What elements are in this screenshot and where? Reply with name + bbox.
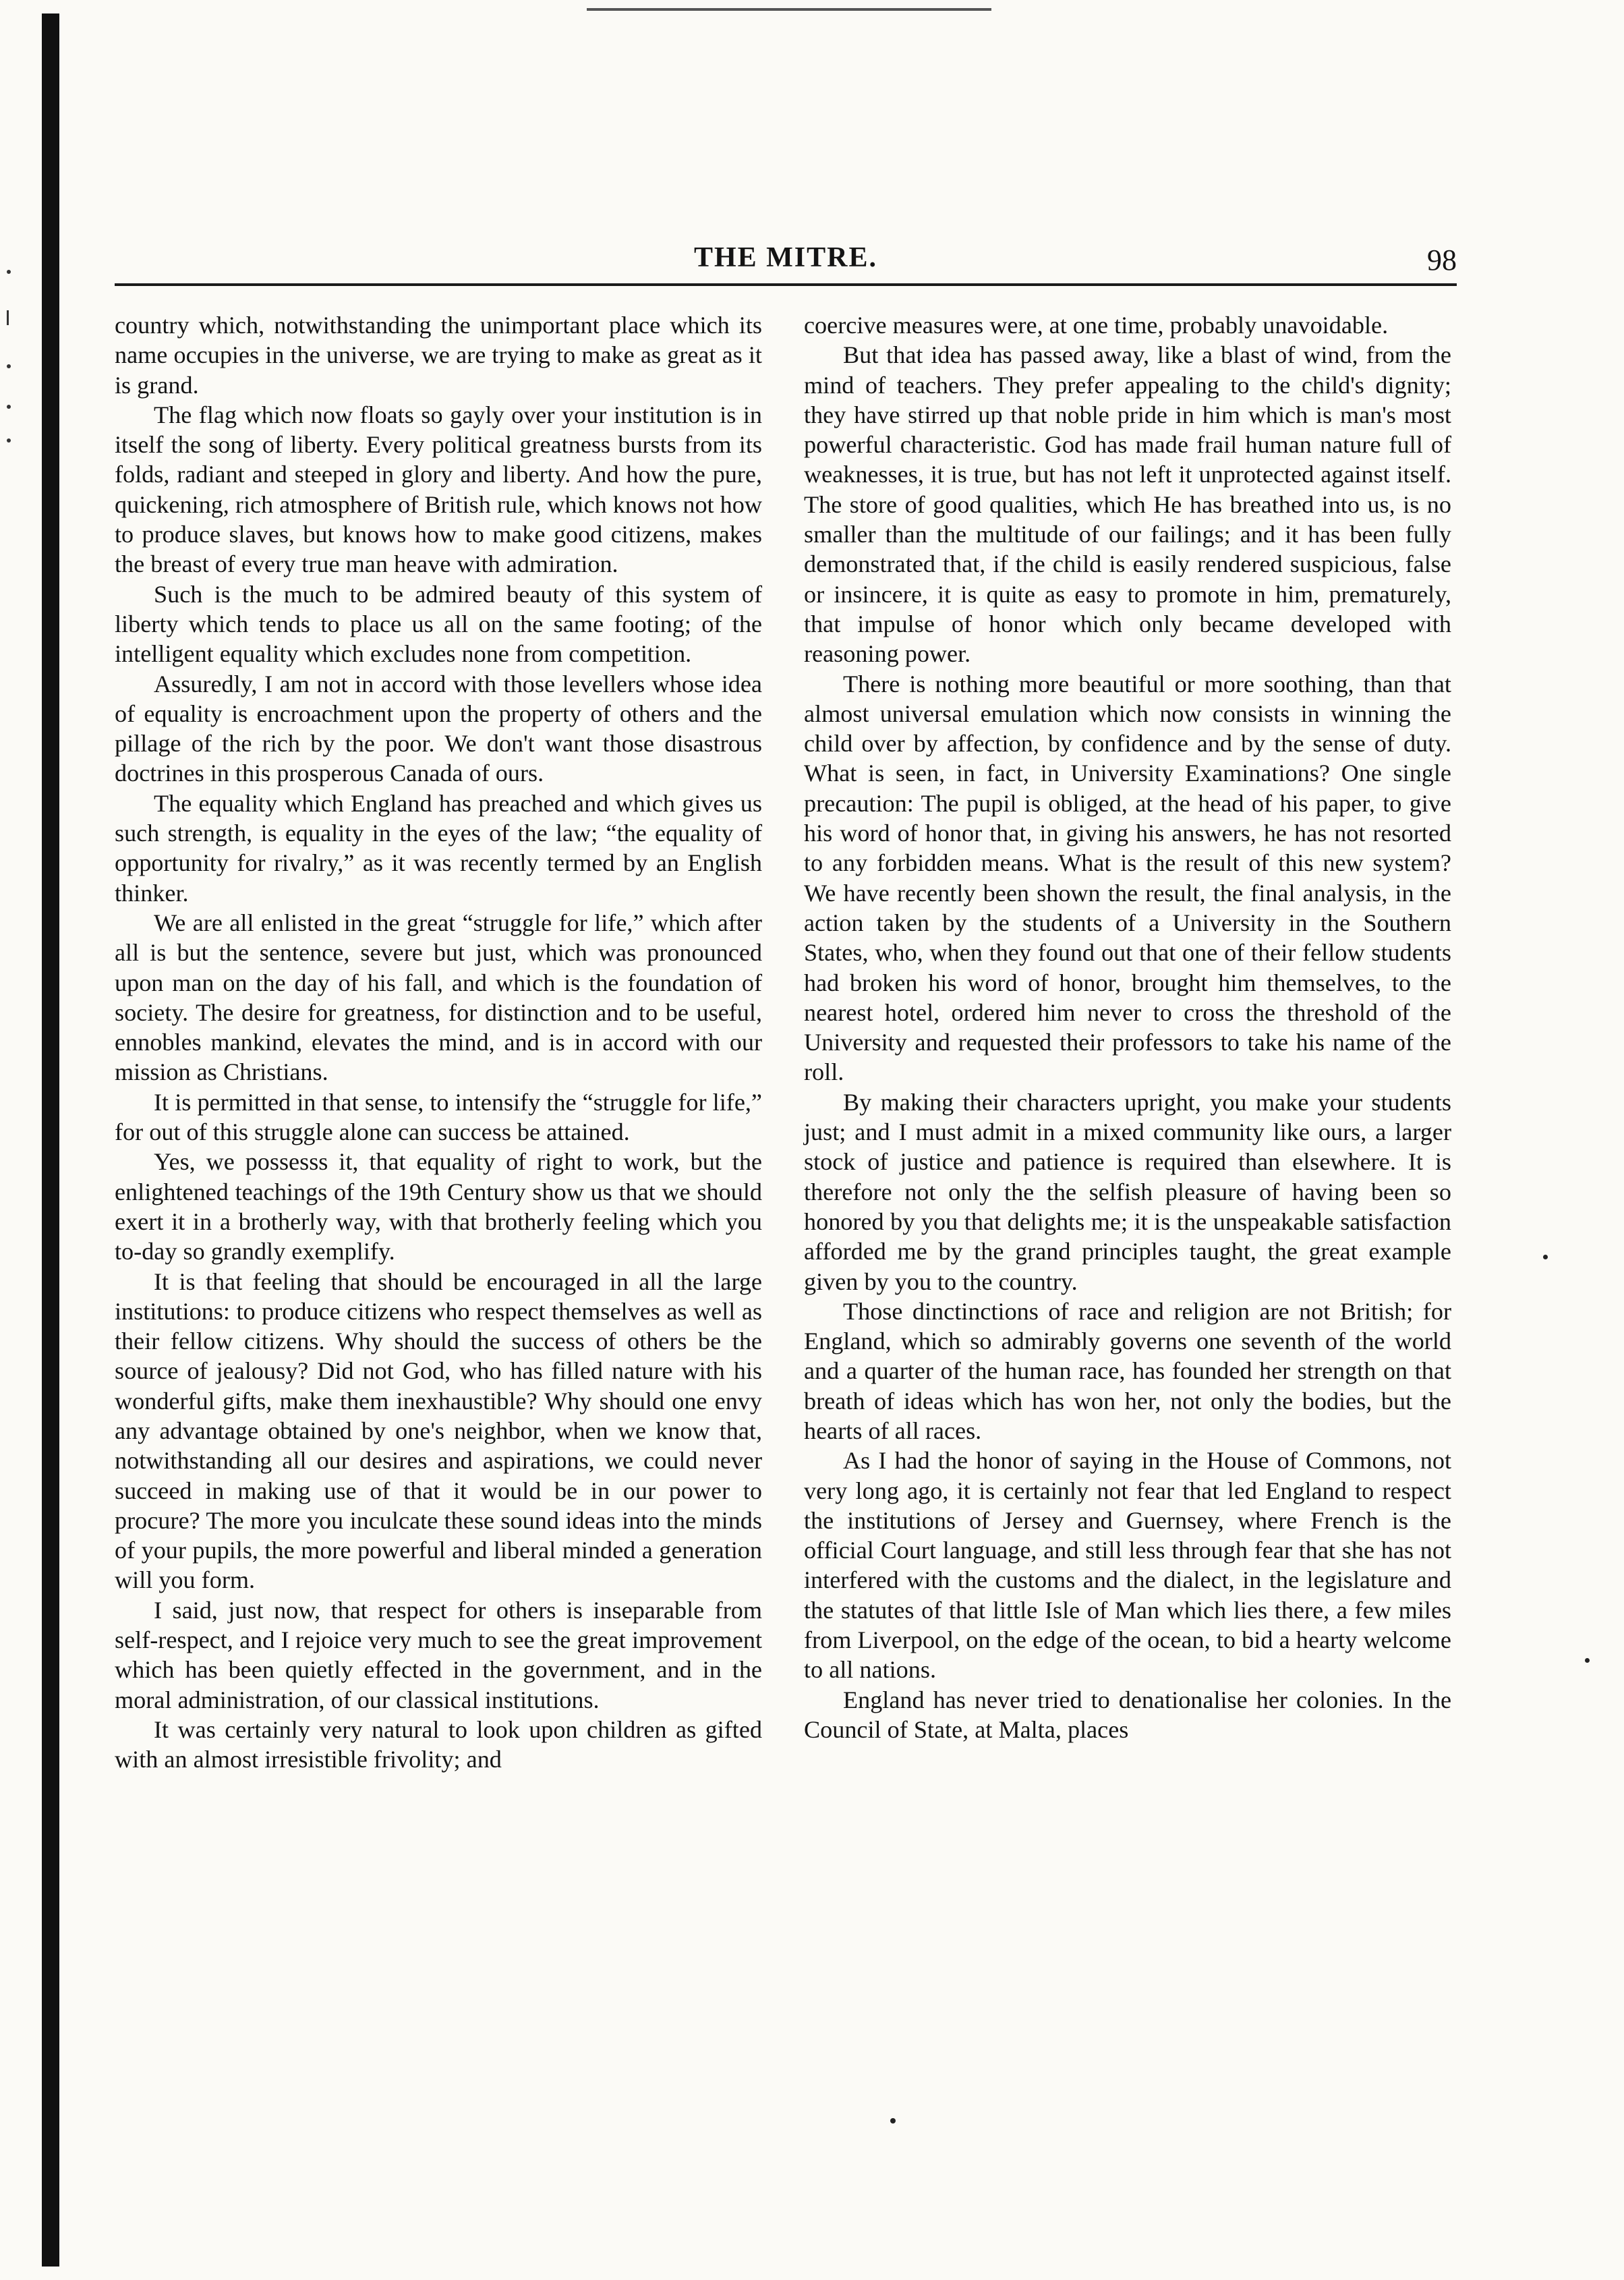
paragraph: Yes, we possesss it, that equality of right to work, but the enlightened teachings of the 19th Century show us that we should exert it in a brotherly way, with that brotherly feeling which you to-day so grandly exemplify. [115,1148,762,1265]
paragraph: coercive measures were, at one time, probably unavoidable. [804,312,1389,339]
paragraph: England has never tried to denationalise her colonies. In the Council of State, at Malta, places [804,1686,1451,1743]
paragraph: We are all enlisted in the great “struggle for life,” which after all is but the sentence, severe but just, which was pronounced upon man on the day of his fall, and which is the foundation of society. The desire for greatness, for distinction and to be useful, ennobles mankind, elevates the mind, and is in accord with our mission as Christians. [115,909,762,1086]
stray-mark [890,2118,896,2124]
paragraph: The flag which now floats so gayly over your institution is in itself the song of liberty. Every political greatness bursts from its folds, radiant and steeped in glory and liberty. And how the pure, quickening, rich atmosphere of British rule, which knows not how to produce slaves, but knows how to make good citizens, makes the breast of every true man heave with admiration. [115,401,762,578]
margin-marks [3,270,16,675]
right-column [804,310,1451,1744]
paragraph: country which, notwithstanding the unimportant place which its name occupies in the universe, we are trying to make as great as it is grand. [115,312,762,399]
paragraph: The equality which England has preached and which gives us such strength, is equality in the eyes of the law; “the equality of opportunity for rivalry,” as it was recently termed by an English thinker. [115,789,762,907]
paragraph: Assuredly, I am not in accord with those levellers whose idea of equality is encroachment upon the property of others and the pillage of the rich by the poor. We don't want those disastrous doctrines in this prosperous Canada of ours. [115,670,762,787]
top-rule [587,8,991,11]
paragraph: Those dinctinctions of race and religion are not British; for England, which so admirably governs one seventh of the world and a quarter of the human race, has founded her strength on that breath of ideas which has won her, not only the bodies, but the hearts of all races. [804,1297,1451,1444]
paragraph: There is nothing more beautiful or more soothing, than that almost universal emulation which now consists in winning the child over by affection, by confidence and by the sense of duty. What is seen, in fact, in University Examinations? One single precaution: The pupil is obliged, at the head of his paper, to give his word of honor that, in giving his answers, he has not resorted to any forbidden means. What is the result of this new system? We have recently been shown the result, the final analysis, in the action taken by the students of a University in the Southern States, who, when they found out that one of their fellow students had broken his word of honor, brought him themselves, to the nearest hotel, ordered him never to cross the threshold of the University and requested their professors to take his name of the roll. [804,670,1451,1086]
paragraph: I said, just now, that respect for others is inseparable from self-respect, and I rejoice very much to see the great improvement which has been quietly effected in the government, and in the moral administration, of our classical institutions. [115,1596,762,1713]
paragraph: By making their characters upright, you make your students just; and I must admit in a mixed community like ours, a larger stock of justice and patience is required than elsewhere. It is therefore not only the the selfish pleasure of having been so honored by you that delights me; it is the unspeakable satisfaction afforded me by the grand principles taught, the great example given by you to the country. [804,1088,1451,1295]
paragraph: Such is the much to be admired beauty of this system of liberty which tends to place us all on the same footing; of the intelligent equality which excludes none from competition. [115,580,762,668]
page-header [115,241,1457,281]
running-title: THE MITRE. [693,242,878,273]
paragraph: It is that feeling that should be encouraged in all the large institutions: to produce citizens who respect themselves as well as their fellow citizens. Why should the success of others be the source of jealousy? Did not God, who has filled nature with his wonderful gifts, make them inexhaustible? Why should one envy any advantage obtained by one's neighbor, when we know that, notwithstanding all our desires and aspirations, we could never succeed in making use of that it would be in our power to procure? The more you inculcate these sound ideas into the minds of your pupils, the more powerful and liberal minded a generation will you form. [115,1267,762,1594]
paragraph: But that idea has passed away, like a blast of wind, from the mind of teachers. They prefer appealing to the child's dignity; they have stirred up that noble pride in him which is man's most powerful characteristic. God has made frail human nature full of weaknesses, it is true, but has not left it unprotected against itself. The store of good qualities, which He has breathed into us, is no smaller than the multitude of our failings; and it has been fully demonstrated that, if the child is easily rendered suspicious, false or insincere, it is quite as easy to promote in him, prematurely, that impulse of honor which only became developed with reasoning power. [804,341,1451,668]
left-column [115,310,762,1775]
binding-edge [42,13,59,2267]
page-number: 98 [1427,244,1457,277]
stray-mark [1543,1255,1548,1259]
stray-mark [1585,1658,1590,1663]
paragraph: It is permitted in that sense, to intensify the “struggle for life,” for out of this struggle alone can success be attained. [115,1088,762,1146]
paragraph: As I had the honor of saying in the House of Commons, not very long ago, it is certainly not fear that led England to respect the institutions of Jersey and Guernsey, where French is the official Court language, and still less through fear that she has not interfered with the customs and the dialect, in the legislature and the statutes of that little Isle of Man which lies there, a few miles from Liverpool, on the edge of the ocean, to bid a hearty welcome to all nations. [804,1447,1451,1684]
paragraph: It was certainly very natural to look upon children as gifted with an almost irresistible frivolity; and [115,1715,762,1773]
header-rule [115,283,1457,286]
